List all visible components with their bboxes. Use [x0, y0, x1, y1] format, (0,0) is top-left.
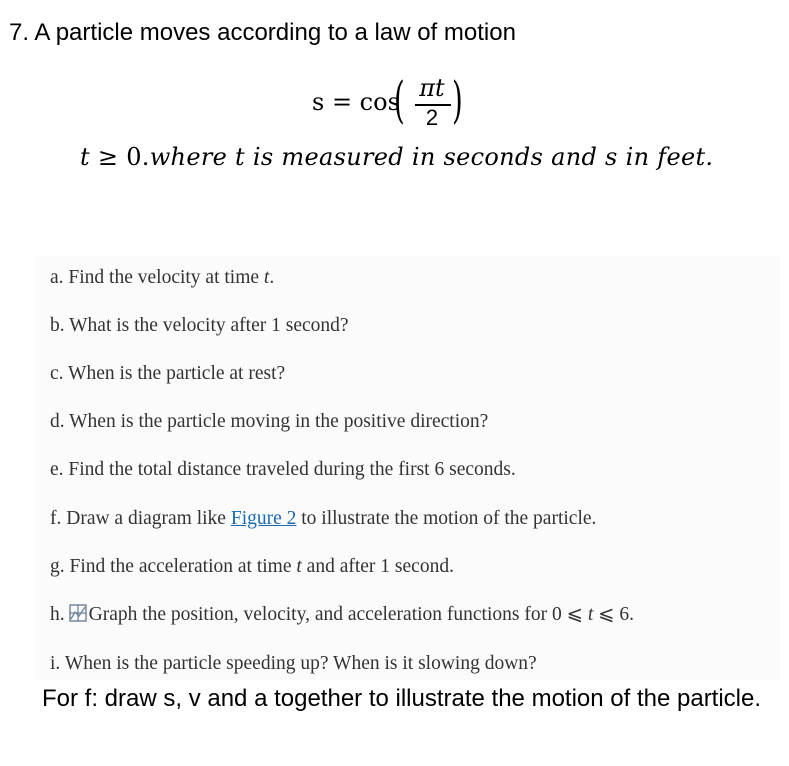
question-g-text: g. Find the acceleration at time: [50, 556, 297, 577]
equation-right-paren: ): [452, 71, 463, 129]
question-g-suffix: and after 1 second.: [301, 556, 454, 577]
question-panel: [35, 256, 780, 680]
figure-2-link[interactable]: Figure 2: [230, 508, 297, 529]
where-text: where: [149, 143, 236, 171]
question-b: b. What is the velocity after 1 second?: [50, 315, 349, 336]
motion-equation: [312, 71, 512, 132]
question-h-text: Graph the position, velocity, and acceleration functions for 0 ⩽: [88, 604, 588, 625]
in-feet-text: in feet.: [617, 143, 714, 171]
question-a-var: t: [263, 267, 270, 288]
question-c: c. When is the particle at rest?: [50, 363, 286, 384]
question-h-var: t: [587, 604, 594, 625]
equation-numerator: πt: [419, 74, 445, 102]
question-d: d. When is the particle moving in the positive direction?: [50, 411, 489, 432]
question-f: [50, 506, 596, 532]
question-g-var: t: [296, 556, 302, 577]
graph-icon[interactable]: [69, 604, 87, 622]
question-a-suffix: .: [269, 267, 275, 288]
question-i: i. When is the particle speeding up? When is it slowing down?: [50, 653, 537, 674]
question-f-suffix: to illustrate the motion of the particle.: [296, 508, 597, 529]
var-s: s: [605, 143, 618, 171]
question-e: e. Find the total distance traveled during the first 6 seconds.: [50, 459, 516, 480]
footer-note: For f: draw s, v and a together to illustrate the motion of the particle.: [42, 685, 762, 712]
question-g: [50, 554, 454, 580]
equation-lhs: s = cos: [312, 88, 400, 116]
question-a: [50, 265, 274, 291]
var-t-2: t: [235, 143, 245, 171]
equation-denominator: 2: [425, 105, 439, 130]
question-h-prefix: h.: [50, 604, 65, 625]
problem-heading: 7. A particle moves according to a law of motion: [9, 19, 516, 46]
var-t: t: [80, 143, 90, 171]
question-a-text: a. Find the velocity at time: [50, 267, 264, 288]
equation-left-paren: (: [394, 71, 405, 129]
measured-text: is measured in seconds and: [244, 143, 606, 171]
question-f-text: f. Draw a diagram like: [50, 508, 231, 529]
geq-zero: ≥ 0.: [89, 143, 150, 171]
question-h-suffix: ⩽ 6.: [593, 604, 634, 625]
question-h: [50, 602, 634, 628]
constraint-statement: [80, 140, 713, 174]
